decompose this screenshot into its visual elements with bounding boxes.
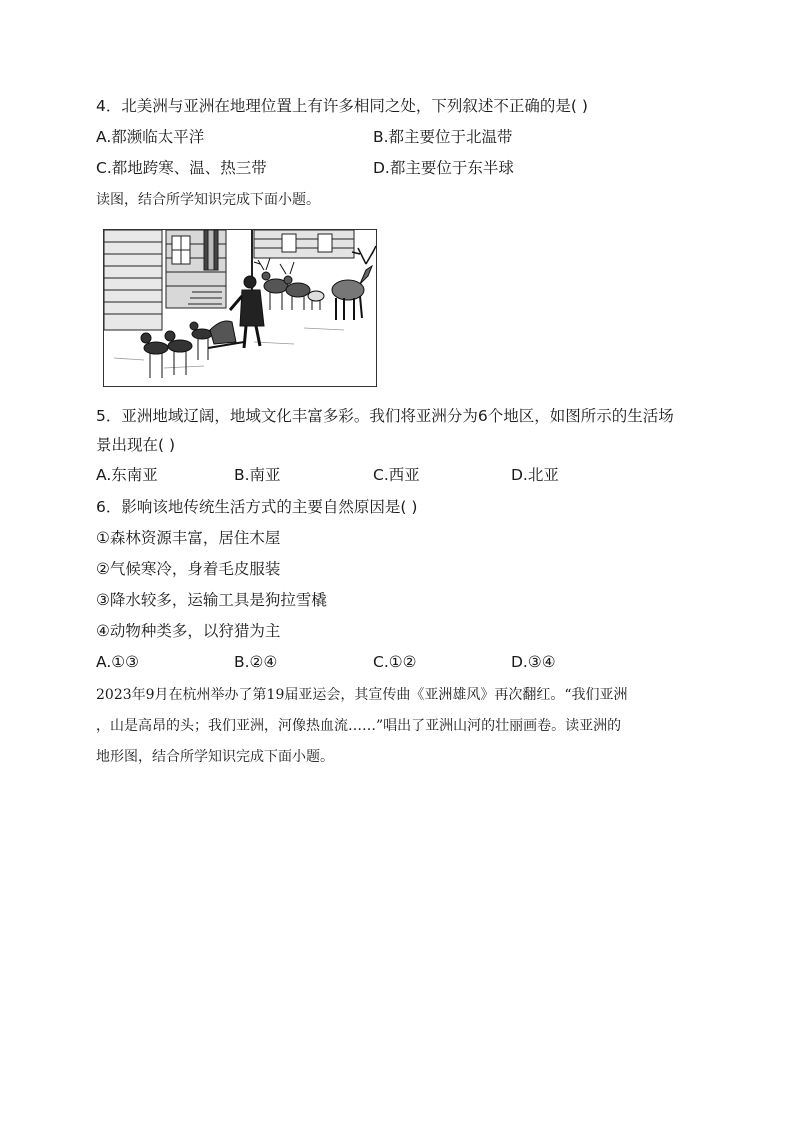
q6-option-d: D.③④ <box>511 653 556 671</box>
q4-option-d: D.都主要位于东半球 <box>373 159 514 177</box>
q5-option-c: C.西亚 <box>373 466 420 484</box>
q6-item-1: ①森林资源丰富，居住木屋 <box>96 529 281 547</box>
q4-option-a: A.都濒临太平洋 <box>96 128 205 146</box>
q4-option-b: B.都主要位于北温带 <box>373 128 513 146</box>
q5-option-d: D.北亚 <box>511 466 559 484</box>
q5-option-b: B.南亚 <box>234 466 281 484</box>
log-house-right <box>254 230 354 258</box>
q6-item-3: ③降水较多，运输工具是狗拉雪橇 <box>96 591 327 609</box>
passage-line2: ，山是高昂的头；我们亚洲，河像热血流……”唱出了亚洲山河的壮丽画卷。读亚洲的 <box>96 718 622 734</box>
q6-option-b: B.②④ <box>234 653 278 671</box>
passage-line1: 2023年9月在杭州举办了第19届亚运会，其宣传曲《亚洲雄风》再次翻红。“我们亚洲 <box>96 687 628 703</box>
q4-option-c: C.都地跨寒、温、热三带 <box>96 159 267 177</box>
passage-line3: 地形图，结合所学知识完成下面小题。 <box>96 749 334 765</box>
q5-stem-line1: 5．亚洲地域辽阔，地域文化丰富多彩。我们将亚洲分为6个地区，如图所示的生活场 <box>96 407 674 425</box>
q6-item-2: ②气候寒冷，身着毛皮服装 <box>96 560 281 578</box>
q5-option-a: A.东南亚 <box>96 466 158 484</box>
q4-stem: 4．北美洲与亚洲在地理位置上有许多相同之处，下列叙述不正确的是( ) <box>96 97 588 115</box>
figure-intro: 读图，结合所学知识完成下面小题。 <box>96 192 320 208</box>
q6-option-c: C.①② <box>373 653 417 671</box>
q5-stem-line2: 景出现在( ) <box>96 436 176 454</box>
q6-item-4: ④动物种类多，以狩猎为主 <box>96 622 281 640</box>
scene-illustration <box>103 229 377 387</box>
q6-stem: 6．影响该地传统生活方式的主要自然原因是( ) <box>96 498 418 516</box>
q6-option-a: A.①③ <box>96 653 140 671</box>
